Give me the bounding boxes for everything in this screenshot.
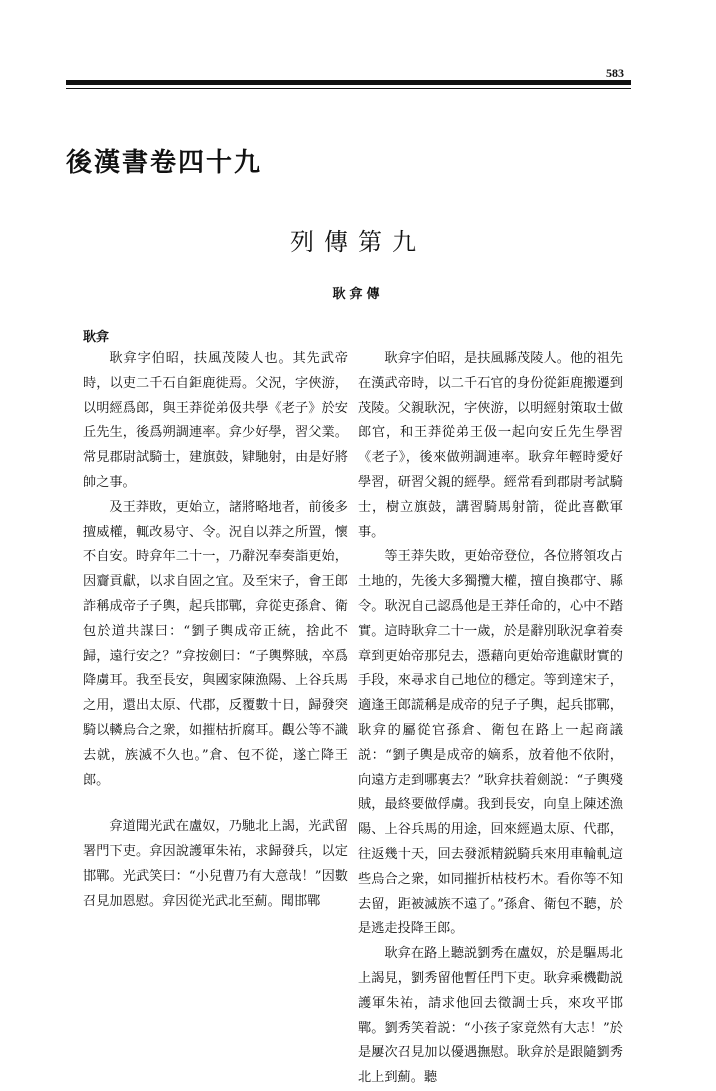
page-number: 583 xyxy=(606,66,624,80)
original-text-column xyxy=(83,347,348,915)
section-title: 列傳第九 xyxy=(290,228,426,256)
translation-paragraph: 耿弇字伯昭，是扶風縣茂陵人。他的祖先在漢武帝時，以二千石官的身份從鉅鹿搬遷到茂陵。父親耿況，字俠游，以明經射策取士做郎官，和王莽從弟王伋一起向安丘先生學習《老子》，後來做朔調連率。耿弇年輕時愛好學習，研習父親的經學。經常看到郡尉考試騎士，樹立旗鼓，講習騎馬射箭，從此喜歡軍事。 xyxy=(358,351,623,540)
original-paragraph: 耿弇字伯昭，扶風茂陵人也。其先武帝時，以吏二千石自鉅鹿徙焉。父況，字俠游，以明經爲郎，與王莽從弟伋共學《老子》於安丘先生，後爲朔調連率。弇少好學，習父業。常見郡尉試騎士，建旗鼓，肄馳射，由是好將帥之事。 xyxy=(83,351,348,490)
original-heading: 耿弇 xyxy=(83,330,110,345)
book-title: 後漢書卷四十九 xyxy=(66,148,263,178)
translation-text-column xyxy=(358,347,623,1091)
top-rule xyxy=(66,80,631,85)
translation-paragraph: 耿弇在路上聽説劉秀在盧奴，於是驅馬北上謁見，劉秀留他暫任門下吏。耿弇乘機勸説護軍朱祐，請求他回去徵調士兵，來攻平邯鄲。劉秀笑着説：“小孩子家竟然有大志！”於是屢次召見加以優遇撫慰。耿弇於是跟隨劉秀北上到薊。聽 xyxy=(358,946,623,1086)
original-paragraph: 弇道聞光武在盧奴，乃馳北上謁，光武留署門下吏。弇因說護軍朱祐，求歸發兵，以定邯鄲。光武笑曰：“小兒曹乃有大意哉！”因數召見加恩慰。弇因從光武北至薊。聞邯鄲 xyxy=(83,819,348,909)
translation-paragraph: 等王莽失敗，更始帝登位，各位將領攻占土地的，先後大多獨攬大權，擅自換郡守、縣令。耿況自己認爲他是王莽任命的，心中不踏實。這時耿弇二十一歲，於是辭別耿況拿着奏章到更始帝那兒去，憑藉向更始帝進獻財實的手段，來尋求自己地位的穩定。等到達宋子，適逢王郎謊稱是成帝的兒子子輿，起兵邯鄲，耿弇的屬從官孫倉、衛包在路上一起商議説：“劉子輿是成帝的嫡系，放着他不依附，向遠方走到哪裏去？”耿弇扶着劍説：“子輿殘賊，最終要做俘虜。我到長安，向皇上陳述漁陽、上谷兵馬的用途，回來經過太原、代郡，往返幾十天，回去發派精鋭騎兵來用車輪軋這些烏合之衆，如同摧折枯枝朽木。看你等不知去留，距被滅族不遠了。”孫倉、衛包不聽，於是逃走投降王郎。 xyxy=(358,549,623,937)
chapter-title: 耿弇傳 xyxy=(332,287,384,302)
top-rule-thin xyxy=(66,88,631,89)
original-paragraph: 及王莽敗，更始立，諸將略地者，前後多擅威權，輒改易守、令。況自以莽之所置，懷不自安。時弇年二十一，乃辭況奉奏詣更始，因齎貢獻，以求自固之宜。及至宋子，會王郎詐稱成帝子子輿，起兵邯鄲，弇從吏孫倉、衛包於道共謀曰：“劉子輿成帝正統，捨此不歸，遠行安之？”弇按劍曰：“子輿弊賊，卒爲降虜耳。我至長安，與國家陳漁陽、上谷兵馬之用，還出太原、代郡，反覆數十日，歸發突騎以轔烏合之衆，如摧枯折腐耳。觀公等不識去就，族滅不久也。”倉、包不從，遂亡降王郎。 xyxy=(83,499,348,788)
